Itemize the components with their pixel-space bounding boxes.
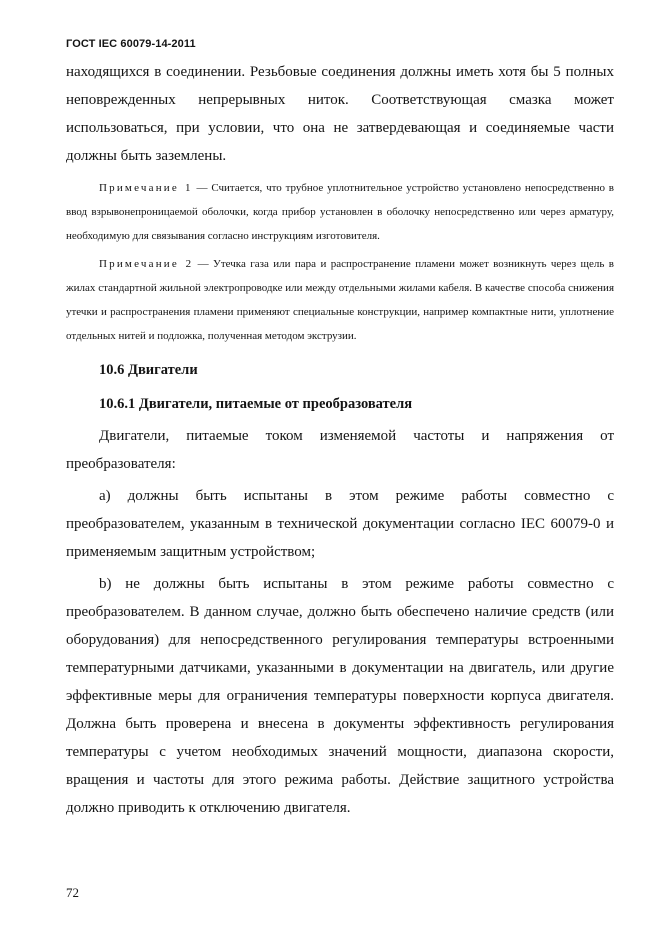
note-1-text: — Считается, что трубное уплотнительное устройство установлено непосредственно в ввод взрывонепроницаемой оболочки, когда прибор установлен в оболочку непосредственно или через арматуру, необходимую для связывания согласно инструкциям изготовителя.: [66, 182, 614, 242]
page-number: 72: [66, 885, 79, 900]
document-header: ГОСТ IEC 60079-14-2011: [66, 38, 196, 50]
note-1: [66, 176, 614, 248]
paragraph-intro: Двигатели, питаемые током изменяемой частоты и напряжения от преобразователя:: [66, 428, 614, 472]
note-2: [66, 252, 614, 348]
section-heading-10-6-1: 10.6.1 Двигатели, питаемые от преобразователя: [99, 396, 413, 412]
note-2-text: — Утечка газа или пара и распространение пламени может возникнуть через щель в жилах стандартной жильной электропроводке или между отдельными жилами кабеля. В качестве способа снижения утечки и распространения пламени применяют специальные конструкции, например компактные нити, уплотнение отдельных нитей и подложка, полученная методом экструзии.: [66, 258, 614, 342]
page-body: [66, 58, 614, 822]
section-heading-10-6: 10.6 Двигатели: [99, 362, 198, 378]
list-item-a: a) должны быть испытаны в этом режиме работы совместно с преобразователем, указанным в технической документации согласно IEC 60079-0 и применяемым защитным устройством;: [66, 488, 614, 560]
paragraph-continued: находящихся в соединении. Резьбовые соединения должны иметь хотя бы 5 полных неповрежденных непрерывных ниток. Соответствующая смазка может использоваться, при условии, что она не затвердевающая и соединяемые части должны быть заземлены.: [66, 64, 614, 164]
note-2-label: Примечание 2: [99, 258, 194, 270]
note-1-label: Примечание 1: [99, 182, 193, 194]
list-item-b: b) не должны быть испытаны в этом режиме работы совместно с преобразователем. В данном случае, должно быть обеспечено наличие средств (или оборудования) для непосредственного регулирования температуры встроенными температурными датчиками, указанными в документации на двигатель, или другие эффективные меры для ограничения температуры поверхности корпуса двигателя. Должна быть проверена и внесена в документы эффективность регулирования температуры с учетом необходимых значений мощности, диапазона скорости, вращения и частоты для этого режима работы. Действие защитного устройства должно приводить к отключению двигателя.: [66, 576, 614, 816]
